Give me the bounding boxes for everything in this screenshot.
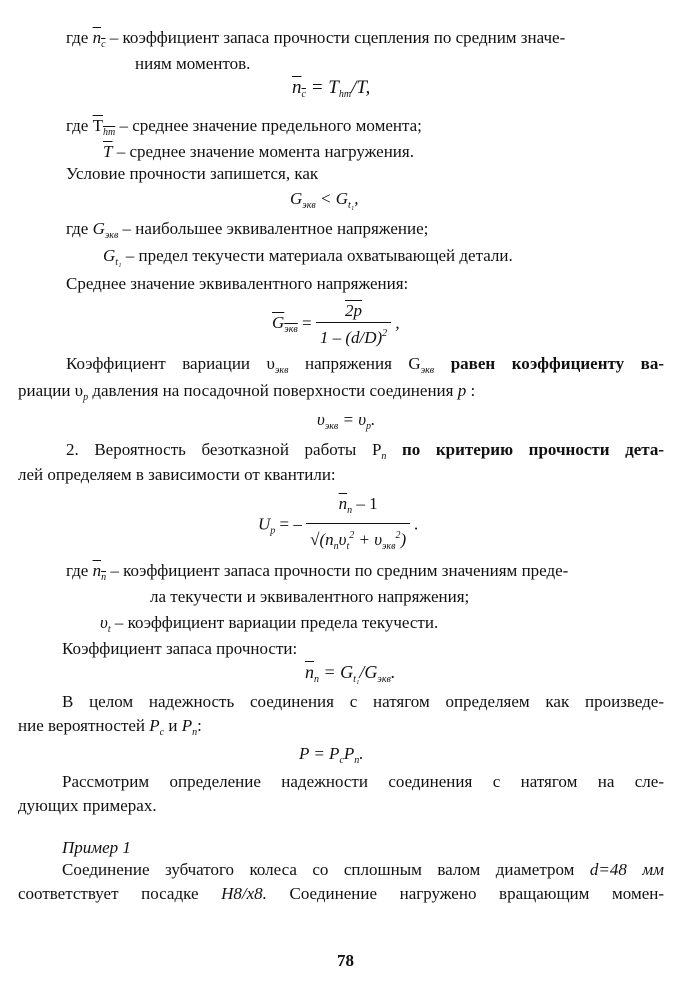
f3-eq: = xyxy=(301,313,312,333)
sym-text: G xyxy=(103,246,116,265)
line-text: Среднее значение эквивалентного напряжения: xyxy=(66,274,409,293)
word: где xyxy=(66,561,89,580)
f2-sub1: экв xyxy=(302,200,316,211)
s: c xyxy=(159,727,165,738)
f5-den-sub3: экв xyxy=(382,541,396,552)
f6-sub2: экв xyxy=(377,674,391,685)
symbol-v xyxy=(100,613,111,635)
word: где xyxy=(66,219,89,238)
f2-end: , xyxy=(354,189,359,208)
f6-eq: = G xyxy=(319,662,354,682)
w: напряжения G xyxy=(304,354,421,373)
line-text: – коэффициент вариации предела текучести. xyxy=(114,613,439,632)
formula-2 xyxy=(290,189,358,216)
f3-lhs xyxy=(272,313,298,336)
w: d=48 мм xyxy=(589,860,664,879)
page-number: 78 xyxy=(337,951,354,970)
line-text: Пример 1 xyxy=(62,838,131,857)
f2-a: G xyxy=(290,189,303,208)
sym-sub: t₁ xyxy=(115,257,122,268)
f6-sub: t₁ xyxy=(353,674,360,685)
f5-den-a: √(n xyxy=(310,530,334,549)
f6-end: . xyxy=(390,662,396,682)
f1-div: /T, xyxy=(351,77,371,98)
f3-den-sup: 2 xyxy=(382,328,388,339)
line-text: Рассмотрим определение надежности соединения с натягом на сле- xyxy=(62,772,664,791)
sym-text: G xyxy=(92,219,105,238)
f7-sub: c xyxy=(339,755,344,766)
f5-den-end: ) xyxy=(400,530,407,549)
f3-lhs-sub: экв xyxy=(284,324,298,336)
w: H8/x8. xyxy=(221,884,267,903)
formula-1 xyxy=(292,78,370,105)
symbol-T: $\overline{T}$ xyxy=(103,142,113,161)
f5-den-c: + υ xyxy=(354,530,382,549)
formula-6 xyxy=(305,662,395,690)
sym-sub: c xyxy=(101,39,106,50)
line-text: – среднее значение предельного момента; xyxy=(119,116,422,135)
f5-den-b: υ xyxy=(338,530,347,549)
sym-sub: экв xyxy=(104,230,119,241)
formula-4 xyxy=(317,410,375,437)
f5-lhs: U xyxy=(258,514,271,534)
f5-den-sub2: t xyxy=(346,541,350,552)
w: по критерию прочности дета- xyxy=(402,440,664,459)
s: p xyxy=(83,392,89,403)
f2-sub2: t₁ xyxy=(347,200,355,211)
text-line-13 xyxy=(66,561,568,588)
text-line-14 xyxy=(150,587,469,607)
w: соответствует посадке xyxy=(18,884,199,903)
w: 2. Вероятность безотказной работы P xyxy=(66,440,382,459)
symbol-p: p xyxy=(457,381,467,400)
f6-lhs: $\overline{n}$ xyxy=(305,662,314,682)
line-text: ниям моментов. xyxy=(135,54,251,73)
text-line-3 xyxy=(66,116,422,143)
symbol-T xyxy=(92,116,116,138)
w: риации υ xyxy=(18,381,84,400)
line-text: Условие прочности запишется, как xyxy=(66,164,319,183)
sym-text: υ xyxy=(100,613,108,632)
w: равен коэффициенту ва- xyxy=(450,354,665,373)
line-text: – среднее значение момента нагружения. xyxy=(116,142,414,161)
line-text: – предел текучести материала охватывающей детали. xyxy=(125,246,513,265)
f5-num-n: $\overline{n}$ xyxy=(338,494,348,513)
line-text: Коэффициент запаса прочности: xyxy=(62,639,298,658)
f3-den xyxy=(316,323,391,349)
line-text: ла текучести и эквивалентного напряжения; xyxy=(150,587,470,606)
f3-fraction xyxy=(316,300,391,349)
f1-lhs-text: n xyxy=(292,77,302,98)
f6-lhs-sub: п xyxy=(314,674,319,685)
text-line-20 xyxy=(18,796,157,816)
w: Коэффициент вариации υ xyxy=(66,354,275,373)
w: : xyxy=(197,716,202,735)
f4-end: . xyxy=(371,410,376,429)
example-heading xyxy=(62,838,131,858)
f1-lhs xyxy=(292,77,306,98)
line-text: лей определяем в зависимости от квантили: xyxy=(18,465,336,484)
f1-lhs-sub: c xyxy=(301,89,306,100)
word: где xyxy=(66,28,89,47)
text-line-12 xyxy=(18,465,336,485)
symbol-G xyxy=(103,246,122,268)
sym-text: n xyxy=(92,28,102,47)
s: п xyxy=(192,727,198,738)
w: давления на посадочной поверхности соединения xyxy=(92,381,454,400)
text-line-10 xyxy=(18,381,475,408)
symbol-n xyxy=(92,28,106,50)
text-line-8 xyxy=(66,274,408,294)
f5-fraction xyxy=(306,492,410,559)
formula-7 xyxy=(299,744,364,771)
sym-text: n xyxy=(92,561,102,580)
w: Соединение зубчатого колеса со сплошным валом диаметром xyxy=(62,860,575,879)
f7-b: P xyxy=(343,744,355,763)
f5-num xyxy=(306,492,410,524)
text-line-9 xyxy=(66,354,664,381)
text-line-19 xyxy=(62,772,664,792)
f1-rhs-sub: hm xyxy=(338,89,352,100)
word: где xyxy=(66,116,89,135)
sym-sub: hm xyxy=(102,127,116,138)
text-line-22 xyxy=(62,860,664,880)
f5-lhs-sub: p xyxy=(270,525,276,537)
f5-num-b: – 1 xyxy=(352,494,378,513)
text-line-11 xyxy=(66,440,664,467)
formula-5 xyxy=(258,492,419,559)
w: : xyxy=(470,381,476,400)
sym-sub: п xyxy=(101,572,107,583)
sym-sub: t xyxy=(107,624,111,635)
symbol-G xyxy=(92,219,119,241)
symbol-P: P xyxy=(149,716,160,735)
f4-sub2: p xyxy=(366,421,372,432)
line-text: В целом надежность соединения с натягом определяем как произведе- xyxy=(62,692,664,711)
f7-a: P = P xyxy=(299,744,340,763)
w: Соединение нагружено вращающим момен- xyxy=(289,884,665,903)
s: п xyxy=(381,451,387,462)
f5-num-sub: п xyxy=(347,505,353,516)
f1-rhs: = T xyxy=(310,77,339,98)
f5-den-sup2: 2 xyxy=(395,530,401,541)
text-line-1 xyxy=(66,28,565,55)
f5-end: . xyxy=(414,514,419,534)
formula-3 xyxy=(272,300,400,349)
f4-sub: экв xyxy=(324,421,339,432)
line-text: – наибольшее эквивалентное напряжение; xyxy=(122,219,429,238)
f3-num: 2p xyxy=(316,300,391,323)
line-text: – коэффициент запаса прочности сцепления по средним значе- xyxy=(109,28,566,47)
f4-a: υ xyxy=(317,410,325,429)
text-line-15 xyxy=(100,613,438,640)
f6-div: /G xyxy=(359,662,378,682)
f5-den xyxy=(306,524,410,559)
f3-den-text: 1 – (d/D) xyxy=(319,328,383,347)
f3-lhs-text: G xyxy=(272,313,285,333)
text-line-23 xyxy=(18,884,664,904)
line-text: – коэффициент запаса прочности по средним значениям преде- xyxy=(110,561,569,580)
text-line-17 xyxy=(62,692,664,712)
s: экв xyxy=(274,365,289,376)
f5-den-sup: 2 xyxy=(349,530,355,541)
w: и xyxy=(168,716,178,735)
f4-b: = υ xyxy=(338,410,367,429)
text-line-2 xyxy=(135,54,250,74)
s: экв xyxy=(420,365,435,376)
f7-end: . xyxy=(359,744,364,763)
text-line-5 xyxy=(66,164,318,184)
text-line-18 xyxy=(18,716,202,743)
f5-eq: = – xyxy=(279,514,302,534)
f3-end: , xyxy=(395,313,400,333)
text-line-6 xyxy=(66,219,428,246)
f2-mid: < G xyxy=(315,189,348,208)
sym-text: T xyxy=(92,116,103,135)
text-line-16 xyxy=(62,639,297,659)
f5-den-sub: п xyxy=(333,541,339,552)
text-line-4 xyxy=(103,142,414,162)
line-text: дующих примерах. xyxy=(18,796,157,815)
w: ние вероятностей xyxy=(18,716,146,735)
f7-sub2: п xyxy=(354,755,360,766)
symbol-P: P xyxy=(181,716,193,735)
symbol-n xyxy=(92,561,107,583)
text-line-7 xyxy=(103,246,513,273)
